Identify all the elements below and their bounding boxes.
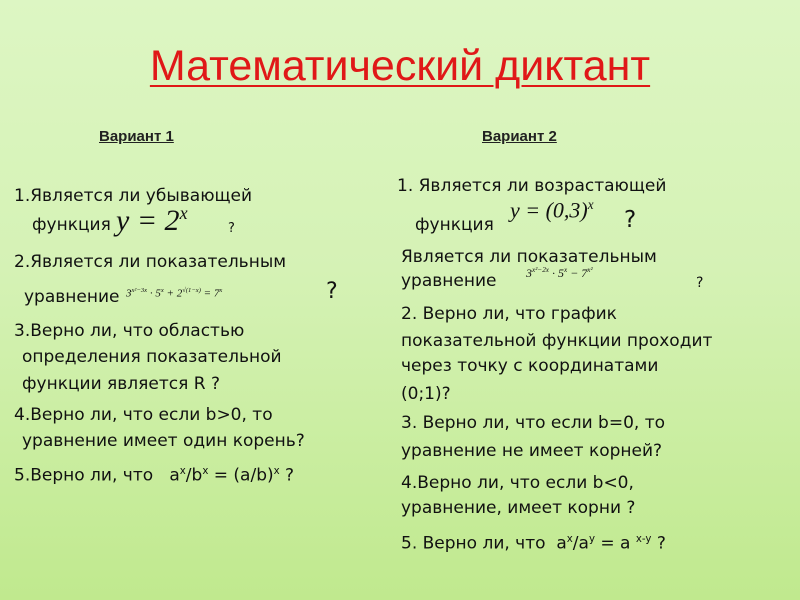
v2-q1b-formula: $3^{x^2-2x} \cdot 5^x - 7^{x^2}$	[526, 266, 593, 280]
v2-q2-line2: показательной функции проходит	[401, 331, 713, 351]
v2-q1-formula: $y = (0,3)^x$	[510, 197, 594, 223]
variant2-header: Вариант 2	[482, 128, 557, 145]
v1-q5: 5.Верно ли, что $a^x/b^x = (a/b)^x$ ?	[14, 465, 295, 486]
v2-q1b-line2: уравнение	[401, 271, 497, 291]
v1-q2-formula: $3^{x^2-3x} \cdot 5^x + 2^{√(1-x)} = 7^x$	[126, 287, 223, 300]
v1-q2-line1: 2.Является ли показательным	[14, 252, 287, 272]
v2-q1-line2: функция	[415, 215, 494, 235]
v1-q1-formula: $y = 2^x$	[116, 203, 188, 237]
v2-q1b-line1: Является ли показательным	[401, 247, 657, 267]
v2-q3-line2: уравнение не имеет корней?	[401, 441, 663, 461]
v1-q4-line1: 4.Верно ли, что если b>0, то	[14, 405, 273, 425]
v2-q2-line4: (0;1)?	[401, 384, 451, 404]
v1-q3-line2: определения показательной	[22, 347, 282, 367]
slide-title: Математический диктант	[149, 42, 651, 90]
v1-q1-qmark: ?	[228, 221, 235, 236]
v1-q2-qmark: ?	[326, 279, 338, 304]
v2-q4-line2: уравнение, имеет корни ?	[401, 498, 636, 518]
v2-q1-qmark: ?	[624, 207, 637, 233]
v1-q3-line1: 3.Верно ли, что областью	[14, 321, 245, 341]
v2-q3-line1: 3. Верно ли, что если b=0, то	[401, 413, 666, 433]
v1-q1-line2: функция	[32, 215, 111, 235]
v1-q1-line1: 1.Является ли убывающей	[14, 186, 253, 206]
v2-q4-line1: 4.Верно ли, что если b<0,	[401, 473, 634, 493]
v2-q1b-qmark: ?	[696, 275, 704, 291]
variant1-header: Вариант 1	[99, 128, 174, 145]
v1-q3-line3: функции является R ?	[22, 374, 220, 394]
v2-q2-line1: 2. Верно ли, что график	[401, 304, 617, 324]
v1-q4-line2: уравнение имеет один корень?	[22, 431, 305, 451]
v2-q2-line3: через точку с координатами	[401, 356, 659, 376]
v2-q5: 5. Верно ли, что $a^x/a^y = a$ $^{x-y}$ ?	[401, 533, 666, 554]
v1-q2-line2: уравнение	[24, 287, 120, 307]
v2-q1-line1: 1. Является ли возрастающей	[397, 176, 667, 196]
